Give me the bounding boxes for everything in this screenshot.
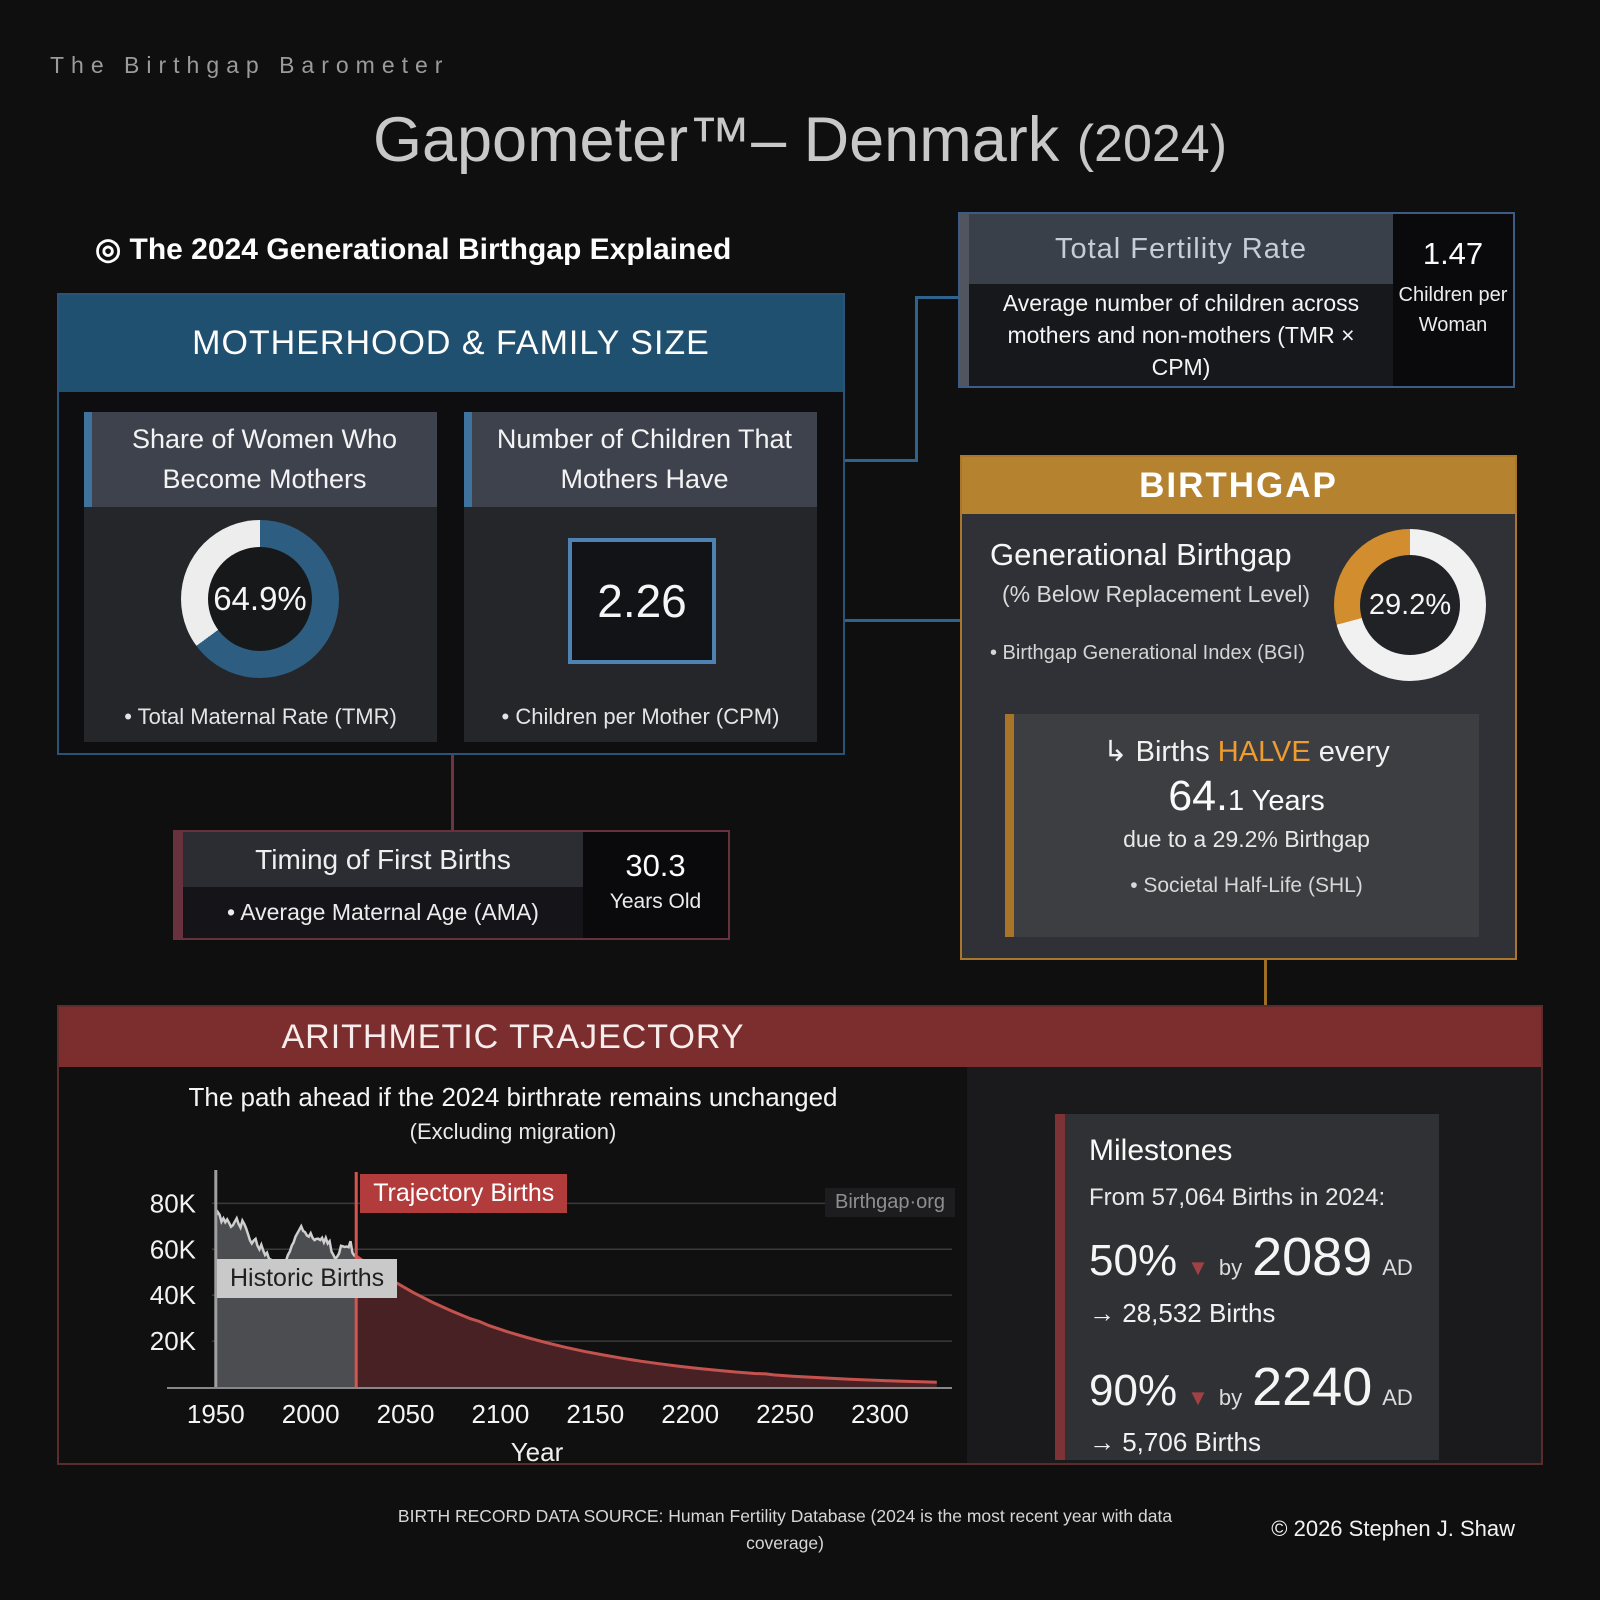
explainer-heading: ◎ The 2024 Generational Birthgap Explained <box>95 233 732 266</box>
shl-years: 64.1 Years <box>1168 772 1325 820</box>
shl-caption: • Societal Half-Life (SHL) <box>1130 874 1363 897</box>
trajectory-series-label: Trajectory Births <box>360 1174 567 1213</box>
svg-text:2100: 2100 <box>471 1399 530 1429</box>
milestone-50-pct: 50% <box>1089 1236 1178 1285</box>
watermark: Birthgap·org <box>825 1188 955 1217</box>
timing-value: 30.3 <box>625 848 686 883</box>
motherhood-panel <box>57 293 845 755</box>
timing-accent-bar <box>175 832 183 938</box>
tmr-donut-chart <box>181 520 339 678</box>
trajectory-panel <box>57 1005 1543 1465</box>
milestone-50-births: → 28,532 Births <box>1089 1298 1276 1328</box>
cpm-value-box: 2.26 <box>568 538 716 664</box>
tmr-donut-value: 64.9% <box>208 547 312 651</box>
svg-text:2300: 2300 <box>850 1399 909 1429</box>
trajectory-header: ARITHMETIC TRAJECTORY <box>281 1017 745 1056</box>
svg-text:2250: 2250 <box>756 1399 814 1429</box>
tfr-panel <box>958 212 1515 388</box>
timing-value-column <box>583 832 728 938</box>
timing-unit: Years Old <box>609 890 702 913</box>
connector-tfr-horizontal-upper <box>915 296 960 299</box>
motherhood-header: MOTHERHOOD & FAMILY SIZE <box>59 295 843 392</box>
svg-text:80K: 80K <box>149 1188 196 1219</box>
connector-birthgap <box>845 619 962 622</box>
tfr-description: Average number of children across mothers and non-mothers (TMR × CPM) <box>1002 289 1360 381</box>
svg-text:2000: 2000 <box>281 1399 340 1429</box>
birthgap-panel <box>960 455 1517 960</box>
tmr-card-title: Share of Women Who Become Mothers <box>84 412 437 507</box>
bgi-caption: • Birthgap Generational Index (BGI) <box>990 642 1305 664</box>
connector-tfr-horizontal-lower <box>845 459 917 462</box>
cpm-card <box>464 412 817 742</box>
birthgap-heading: Generational Birthgap <box>990 537 1292 572</box>
tfr-value: 1.47 <box>1422 236 1484 271</box>
shl-accent-bar <box>1005 714 1014 937</box>
svg-text:2200: 2200 <box>661 1399 720 1429</box>
timing-caption: • Average Maternal Age (AMA) <box>227 899 539 925</box>
trajectory-chart-svg <box>59 1067 967 1465</box>
svg-text:20K: 20K <box>149 1326 196 1357</box>
milestone-90-births: → 5,706 Births <box>1089 1427 1261 1457</box>
connector-timing <box>451 755 454 832</box>
chart-title: The path ahead if the 2024 birthrate remains unchanged <box>188 1082 838 1112</box>
svg-text:40K: 40K <box>149 1280 196 1311</box>
page-title-year: (2024) <box>1076 115 1228 173</box>
down-triangle-icon: ▼ <box>1187 1255 1209 1280</box>
cpm-card-body <box>464 507 817 742</box>
tmr-caption: • Total Maternal Rate (TMR) <box>124 704 397 729</box>
cpm-caption: • Children per Mother (CPM) <box>501 704 780 729</box>
shl-cause: due to a 29.2% Birthgap <box>1123 826 1370 852</box>
connector-trajectory <box>1264 958 1267 1007</box>
milestone-row-50: 50% ▼ by 2089 AD <box>1089 1227 1413 1287</box>
milestone-90-year: 2240 <box>1252 1357 1373 1417</box>
timing-header: Timing of First Births <box>183 832 583 887</box>
down-triangle-icon: ▼ <box>1187 1385 1209 1410</box>
svg-text:2050: 2050 <box>376 1399 435 1429</box>
milestone-row-90: 90% ▼ by 2240 AD <box>1089 1357 1413 1417</box>
svg-text:2150: 2150 <box>566 1399 625 1429</box>
birthgap-donut-chart <box>1334 529 1486 681</box>
tfr-accent-bar <box>960 214 969 386</box>
societal-half-life-box <box>1005 714 1479 937</box>
data-source-note: BIRTH RECORD DATA SOURCE: Human Fertility Database (2024 is the most recent year with data coverage) <box>397 1506 1173 1554</box>
shl-highlight: HALVE <box>1217 736 1311 768</box>
historic-series-label: Historic Births <box>217 1259 397 1298</box>
milestones-accent-bar <box>1055 1114 1065 1460</box>
svg-text:1950: 1950 <box>186 1399 245 1429</box>
page-title <box>0 104 1600 176</box>
tfr-unit: Children per Woman <box>1398 284 1508 336</box>
birthgap-header: BIRTHGAP <box>962 457 1515 514</box>
birthgap-subheading: (% Below Replacement Level) <box>1002 581 1311 607</box>
milestones-intro: From 57,064 Births in 2024: <box>1089 1184 1386 1211</box>
tfr-value-column <box>1393 214 1513 386</box>
tfr-header: Total Fertility Rate <box>969 214 1393 284</box>
connector-tfr-vertical <box>915 296 918 462</box>
brand-text: The Birthgap Barometer <box>50 52 450 78</box>
svg-text:60K: 60K <box>149 1234 196 1265</box>
svg-text:Year: Year <box>510 1437 564 1465</box>
chart-subtitle: (Excluding migration) <box>409 1119 617 1144</box>
milestone-90-pct: 90% <box>1089 1366 1178 1415</box>
trajectory-header-bar <box>59 1007 1541 1067</box>
shl-line1: ↳ Births HALVE every <box>1103 736 1390 768</box>
page-title-main: Gapometer™– Denmark <box>372 105 1077 175</box>
cpm-card-title: Number of Children That Mothers Have <box>464 412 817 507</box>
copyright: © 2026 Stephen J. Shaw <box>1271 1516 1515 1541</box>
milestone-50-year: 2089 <box>1252 1227 1373 1287</box>
tmr-card-body <box>84 507 437 742</box>
timing-panel <box>173 830 730 940</box>
tmr-card <box>84 412 437 742</box>
milestones-card <box>1055 1114 1439 1460</box>
birthgap-donut-value: 29.2% <box>1360 555 1460 655</box>
milestones-heading: Milestones <box>1089 1134 1233 1167</box>
